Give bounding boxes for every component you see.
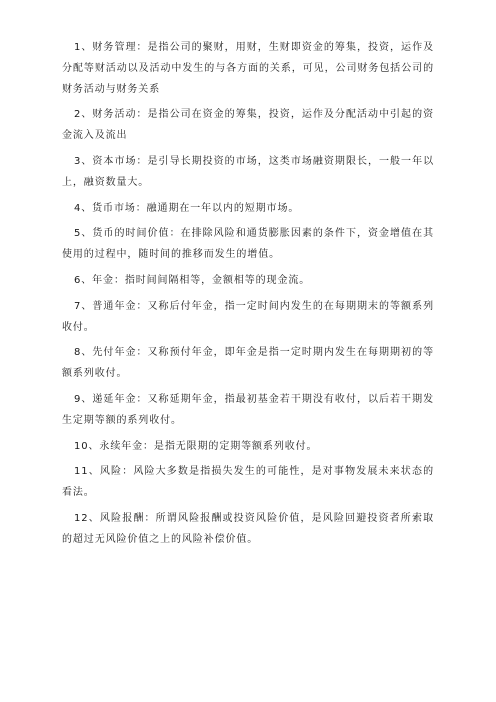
document-body <box>62 38 434 556</box>
definition-paragraph-8: 8、先付年金：又称预付年金，即年金是指一定时期内发生在每期期初的等额系列收付。 <box>62 347 434 380</box>
definition-paragraph-2: 2、财务活动：是指公司在资金的筹集，投资，运作及分配活动中引起的资金流入及流出 <box>62 109 434 142</box>
definition-paragraph-12: 12、风险报酬：所谓风险报酬或投资风险价值，是风险回避投资者所索取的超过无风险价值之上的风险补偿价值。 <box>62 512 434 545</box>
definition-paragraph-5: 5、货币的时间价值：在排除风险和通货膨胀因素的条件下，资金增值在其使用的过程中，随时间的推移而发生的增值。 <box>62 228 434 261</box>
definition-paragraph-1: 1、财务管理：是指公司的聚财，用财，生财即资金的筹集，投资，运作及分配等财活动以及活动中发生的与各方面的关系，可见，公司财务包括公司的财务活动与财务关系 <box>62 42 434 95</box>
definition-paragraph-3: 3、资本市场：是引导长期投资的市场，这类市场融资期限长，一般一年以上，融资数量大。 <box>62 155 434 188</box>
definition-paragraph-9: 9、递延年金：又称延期年金，指最初基金若干期没有收付，以后若干期发生定期等额的系列收付。 <box>62 393 434 426</box>
definition-paragraph-4: 4、货币市场：融通期在一年以内的短期市场。 <box>74 202 300 214</box>
definition-paragraph-11: 11、风险：风险大多数是指损失发生的可能性，是对事物发展未来状态的看法。 <box>62 466 434 499</box>
definition-paragraph-6: 6、年金：指时间间隔相等，金额相等的现金流。 <box>74 274 311 286</box>
definition-paragraph-10: 10、永续年金：是指无限期的定期等额系列收付。 <box>74 440 318 452</box>
definition-paragraph-7: 7、普通年金：又称后付年金，指一定时间内发生的在每期期末的等额系列收付。 <box>62 300 434 333</box>
